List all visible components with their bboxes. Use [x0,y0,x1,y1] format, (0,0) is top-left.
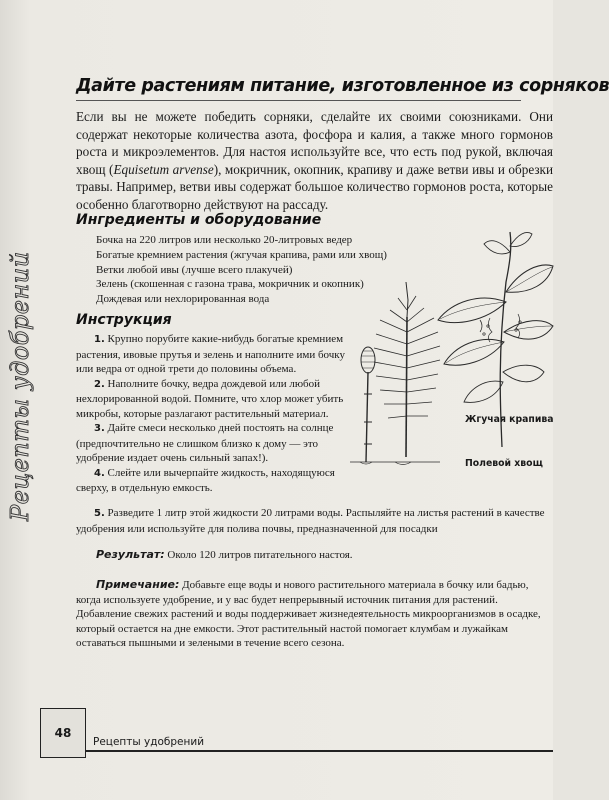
instruction-step [76,506,553,536]
page-number: 48 [54,726,72,740]
step-text: Разведите 1 литр этой жидкости 20 литрами воды. Распыляйте на листья растений в качестве удобрения или используйте для полива почвы, предназначенной для посадки [76,507,545,535]
instruction-step [76,332,358,377]
page-title: Дайте растениям питание, изготовленное из сорняков [76,76,609,96]
footer-rule [86,750,553,752]
side-title: Рецепты удобрений [6,251,34,521]
instruction-step [76,466,358,496]
intro-text-2: ), мокричник, окопник, крапиву и даже ветви ивы и обрезки травы. Например, ветви ивы содержат большое количество гормонов роста, которые особенно благотворно действуют на рассаду. [76,161,554,212]
step-number: 4. [94,467,105,479]
step-number: 3. [94,423,105,434]
instructions-heading: Инструкция [76,312,172,328]
horsetail-drawing [350,282,440,465]
note-label: Примечание: [96,578,180,591]
result-text: Около 120 литров питательного настоя. [167,549,353,561]
step-number: 2. [94,378,105,390]
plants-illustration [340,222,553,472]
intro-text-1: Если вы не можете победить сорняки, сделайте их своими союзниками. Они содержат некоторые количества азота, фосфора и калия, а также много гормонов роста и микроэлементов. Для настоя используйте все, что есть под рукой, включая хвощ ( [76,109,553,177]
step-text: Дайте смеси несколько дней постоять на солнце (предпочтительно не слишком близко к дому — это удобрение издает очень сильный запах!). [76,422,334,464]
caption-horsetail: Полевой хвощ [465,458,543,469]
ingredient-item: Зелень (скошенная с газона трава, мокричник и окопник) [96,278,364,291]
instruction-step-wide [76,506,553,536]
step-number: 1. [94,334,105,345]
latin-name: Equisetum arvense [113,161,214,177]
result-line [96,548,353,561]
intro-paragraph [76,108,553,213]
note-text: Добавьте еще воды и нового растительного материала в бочку или бадью, когда используете удобрение, и у вас будет непрерывный источник питания для растений. Добавление свежих растений и воды поддерживает жизнедеятельность микроорганизмов в осадке, который остается на дне емкости. Этот растительный настой помогает клумбам и лужайкам оставаться пышными и зелеными в течение всего сезона. [76,579,541,649]
instruction-steps [76,332,358,496]
instruction-step [76,377,358,422]
step-text: Крупно порубите какие-нибудь богатые кремнием растения, ивовые прутья и зелень и наполните ими бочку или ведра от одной трети до половины объема. [76,333,345,375]
ingredient-item: Дождевая или нехлорированная вода [96,293,270,306]
ingredients-heading: Ингредиенты и оборудование [76,212,322,228]
footer-section-title: Рецепты удобрений [93,736,205,748]
ingredient-item: Бочка на 220 литров или несколько 20-литровых ведер [96,234,353,246]
caption-nettle: Жгучая крапива [465,414,554,425]
ingredient-item: Богатые кремнием растения (жгучая крапива, рами или хвощ) [96,248,387,261]
ingredient-item: Ветки любой ивы (лучше всего плакучей) [96,263,293,276]
step-number: 5. [94,508,105,519]
step-text: Слейте или вычерпайте жидкость, находящуюся сверху, в отдельную емкость. [76,466,335,494]
note-paragraph [76,578,553,651]
title-underline [76,100,521,101]
instruction-step [76,421,358,466]
step-text: Наполните бочку, ведра дождевой или любой нехлорированной водой. Помните, что хлор может убить микробы, которые разлагают растительный материал. [76,377,344,420]
result-label: Результат: [96,548,165,561]
